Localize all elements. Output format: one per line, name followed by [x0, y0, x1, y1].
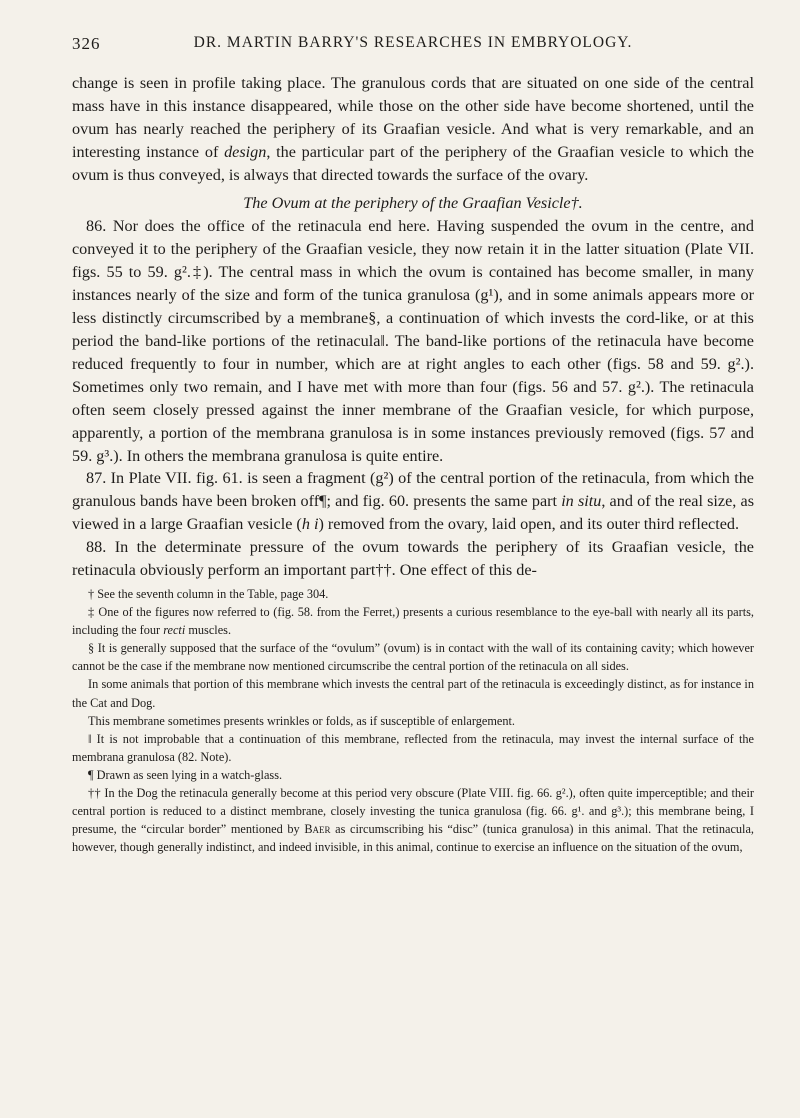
italic-h-i: h i [301, 515, 319, 534]
footnote-section-cont-2: This membrane sometimes presents wrinkles or folds, as if susceptible of enlargement. [88, 713, 515, 728]
page-header [72, 34, 754, 56]
paragraph-87: 87. In Plate VII. fig. 61. is seen a fragment (g²) of the central portion of the retinacula, from which the granulous bands have been broken off¶; and fig. 60. presents the same part in situ, and of the real size, as viewed in a large Graafian vesicle (h i) removed from the ovary, laid open, and its outer third reflected. [72, 469, 755, 534]
footnote-section-cont-1: In some animals that portion of this membrane which invests the central part of the retinacula is exceedingly distinct, as for instance in the Cat and Dog. [72, 677, 754, 710]
author-baer: Baer [304, 822, 331, 837]
footnote-double-dagger: ‡ One of the figures now referred to (fig. 58. from the Ferret,) presents a curious resemblance to the eye-ball with nearly all its parts, including the four recti muscles. [72, 605, 754, 638]
section-heading: The Ovum at the periphery of the Graafian Vesicle†. [243, 193, 583, 212]
footnotes [72, 585, 754, 856]
footnote-pilcrow: ¶ Drawn as seen lying in a watch-glass. [88, 767, 283, 782]
paragraph-88: 88. In the determinate pressure of the ovum towards the periphery of its Graafian vesicle, the retinacula obviously perform an important part††. One effect of this de- [72, 538, 754, 580]
footnote-section: § It is generally supposed that the surface of the “ovulum” (ovum) is in contact with the wall of its containing cavity; which however cannot be the case if the membrane now mentioned circumscribe the central portion of the retinacula on all sides. [72, 641, 754, 674]
italic-in-situ: in situ [561, 492, 602, 511]
intro-paragraph: change is seen in profile taking place. The granulous cords that are situated on one side of the central mass have in this instance disappeared, while those on the other side have become shortened, until the ovum has nearly reached the periphery of its Graafian vesicle. And what is very remarkable, and an interesting instance of design, the particular part of the periphery of the Graafian vesicle to which the ovum is thus conveyed, is always that directed towards the surface of the ovary. [72, 74, 754, 184]
running-title: DR. MARTIN BARRY'S RESEARCHES IN EMBRYOLOGY. [193, 34, 633, 51]
footnote-parallel: ‖ It is not improbable that a continuation of this membrane, reflected from the retinacula, may invest the internal surface of the membrana granulosa (82. Note). [72, 731, 754, 764]
footnote-double-dagger-pair: †† In the Dog the retinacula generally become at this period very obscure (Plate VIII. fig. 66. g².), often quite imperceptible; and their central portion is reduced to a distinct membrane, closely investing the tunica granulosa (fig. 66. g¹. and g³.); this membrane being, I presume, the “circular border” mentioned by Baer as circumscribing his “disc” (tunica granulosa) in this animal. That the retinacula, however, though generally indistinct, and indeed invisible, in this animal, continue to exercise an influence on the situation of the ovum, [72, 785, 754, 855]
paragraph-86: 86. Nor does the office of the retinacula end here. Having suspended the ovum in the centre, and conveyed it to the periphery of the Graafian vesicle, they now retain it in the latter situation (Plate VII. figs. 55 to 59. g².‡). The central mass in which the ovum is contained has become smaller, in many instances nearly of the size and form of the tunica granulosa (g¹), and in some animals appears more or less distinctly circumscribed by a membrane§, a continuation of which invests the cord-like, or at this period the band-like portions of the retinacula‖. The band-like portions of the retinacula have become reduced frequently to four in number, which are at right angles to each other (figs. 58 and 59. g².). Sometimes only two remain, and I have met with more than four (figs. 56 and 57. g².). The retinacula often seem closely pressed against the inner membrane of the Graafian vesicle, for which purpose, apparently, a portion of the membrana granulosa is in some instances previously removed (figs. 57 and 59. g³.). In others the membrana granulosa is quite entire. [72, 217, 754, 465]
page-number: 326 [72, 34, 101, 53]
page-body [72, 72, 754, 856]
italic-design: design [224, 142, 267, 161]
footnote-dagger: † See the seventh column in the Table, page 304. [88, 586, 329, 601]
